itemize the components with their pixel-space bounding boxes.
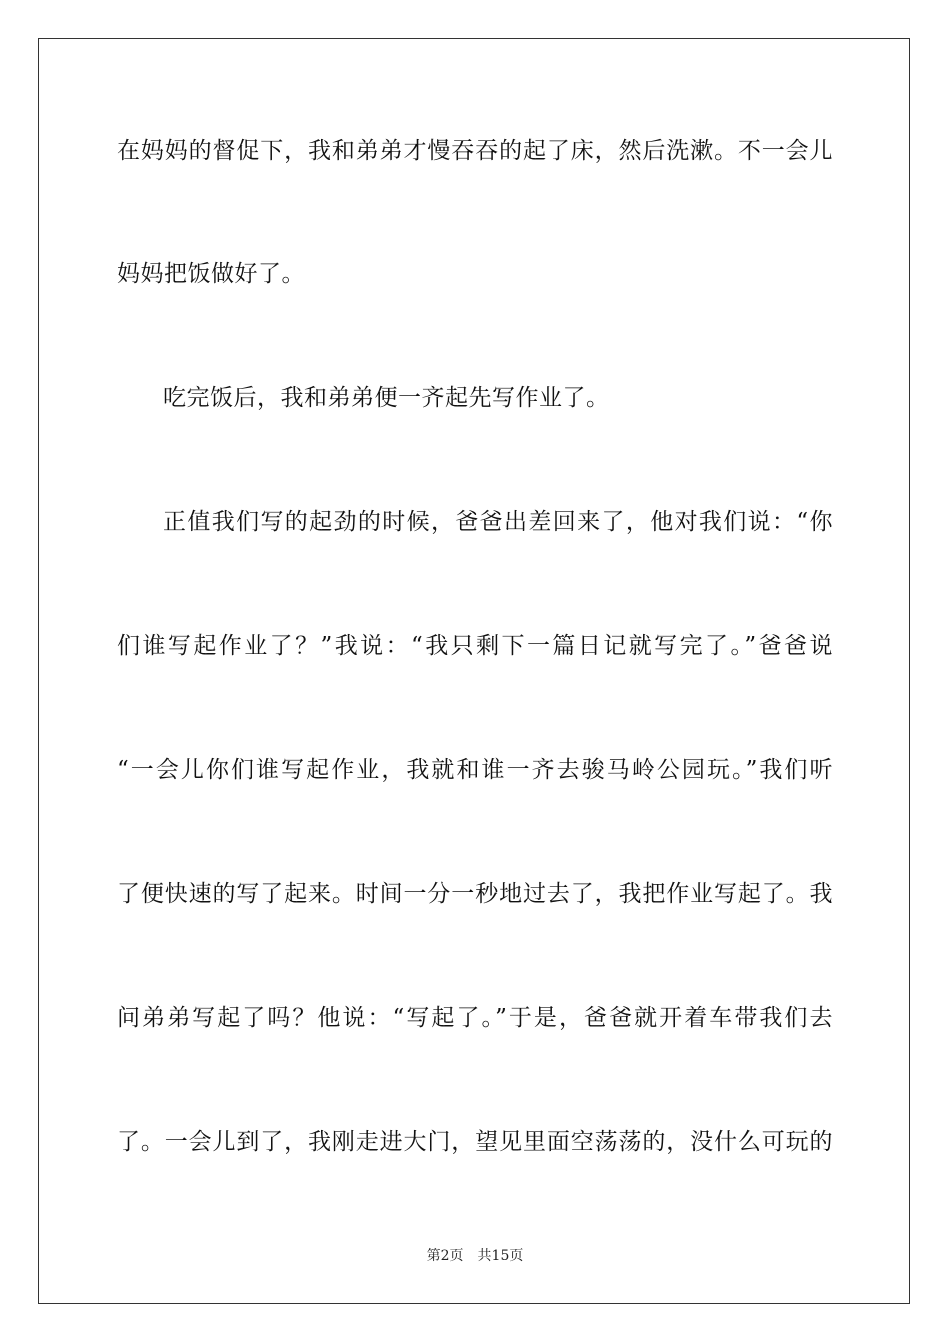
page-number-total: 共15页: [477, 1248, 524, 1264]
text-line-3: 吃完饭后，我和弟弟便一齐起先写作业了。: [163, 385, 610, 411]
page-number-current: 第2页: [426, 1248, 464, 1264]
text-line-1: 在妈妈的督促下，我和弟弟才慢吞吞的起了床，然后洗漱。不一会儿: [117, 138, 833, 164]
text-line-2: 妈妈把饭做好了。: [117, 261, 305, 287]
page-border: [38, 38, 910, 1304]
text-line-8: 问弟弟写起了吗？他说：“写起了。”于是，爸爸就开着车带我们去: [117, 1005, 833, 1031]
text-line-4: 正值我们写的起劲的时候，爸爸出差回来了，他对我们说：“你: [163, 509, 833, 535]
text-line-7: 了便快速的写了起来。时间一分一秒地过去了，我把作业写起了。我: [117, 881, 833, 907]
text-line-5: 们谁写起作业了？”我说：“我只剩下一篇日记就写完了。”爸爸说: [117, 633, 833, 659]
text-line-9: 了。一会儿到了，我刚走进大门，望见里面空荡荡的，没什么可玩的: [117, 1129, 833, 1155]
page-footer: [0, 1247, 950, 1265]
text-line-6: “一会儿你们谁写起作业，我就和谁一齐去骏马岭公园玩。”我们听: [117, 757, 833, 783]
